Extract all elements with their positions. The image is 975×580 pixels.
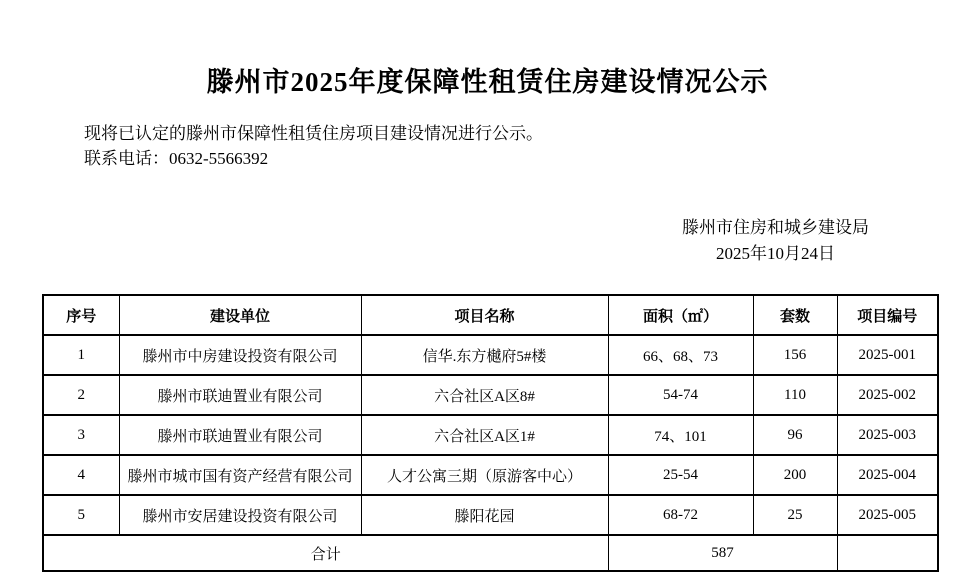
units-cell: 96 (753, 415, 837, 455)
intro-block (84, 121, 975, 171)
project-name-cell: 信华.东方樾府5#楼 (361, 335, 608, 375)
table-row (43, 335, 938, 375)
contact-phone: 联系电话：0632-5566392 (84, 149, 269, 168)
table-header-row (43, 295, 938, 335)
project-name-cell: 人才公寓三期（原游客中心） (361, 455, 608, 495)
units-cell: 156 (753, 335, 837, 375)
total-units-cell: 587 (608, 535, 837, 571)
signature-block (682, 215, 869, 267)
header-units: 套数 (753, 295, 837, 335)
header-project-code: 项目编号 (837, 295, 938, 335)
intro-text: 现将已认定的滕州市保障性租赁住房项目建设情况进行公示。 (84, 124, 543, 143)
table-row (43, 375, 938, 415)
issue-date: 2025年10月24日 (716, 244, 835, 263)
header-project-name: 项目名称 (361, 295, 608, 335)
area-cell: 54-74 (608, 375, 753, 415)
company-cell: 滕州市联迪置业有限公司 (119, 375, 361, 415)
seq-cell: 3 (43, 415, 119, 455)
seq-cell: 1 (43, 335, 119, 375)
area-cell: 66、68、73 (608, 335, 753, 375)
signature-wrap (0, 215, 869, 267)
units-cell: 25 (753, 495, 837, 535)
table-row (43, 415, 938, 455)
header-company: 建设单位 (119, 295, 361, 335)
units-cell: 110 (753, 375, 837, 415)
seq-cell: 4 (43, 455, 119, 495)
company-cell: 滕州市安居建设投资有限公司 (119, 495, 361, 535)
header-area: 面积（㎡） (608, 295, 753, 335)
project-name-cell: 六合社区A区8# (361, 375, 608, 415)
project-code-cell: 2025-004 (837, 455, 938, 495)
table-wrap (42, 294, 975, 572)
project-code-cell: 2025-005 (837, 495, 938, 535)
table-total-row (43, 535, 938, 571)
table-row (43, 495, 938, 535)
project-name-cell: 六合社区A区1# (361, 415, 608, 455)
project-name-cell: 滕阳花园 (361, 495, 608, 535)
project-code-cell: 2025-001 (837, 335, 938, 375)
area-cell: 68-72 (608, 495, 753, 535)
units-cell: 200 (753, 455, 837, 495)
document-page (0, 60, 975, 580)
total-label-cell: 合计 (43, 535, 608, 571)
company-cell: 滕州市城市国有资产经营有限公司 (119, 455, 361, 495)
project-code-cell: 2025-002 (837, 375, 938, 415)
seq-cell: 5 (43, 495, 119, 535)
total-project-code-cell (837, 535, 938, 571)
company-cell: 滕州市中房建设投资有限公司 (119, 335, 361, 375)
page-title: 滕州市2025年度保障性租赁住房建设情况公示 (206, 67, 769, 97)
table-row (43, 455, 938, 495)
project-code-cell: 2025-003 (837, 415, 938, 455)
projects-table (42, 294, 939, 572)
area-cell: 74、101 (608, 415, 753, 455)
header-seq: 序号 (43, 295, 119, 335)
issuing-agency: 滕州市住房和城乡建设局 (682, 218, 869, 237)
company-cell: 滕州市联迪置业有限公司 (119, 415, 361, 455)
seq-cell: 2 (43, 375, 119, 415)
area-cell: 25-54 (608, 455, 753, 495)
